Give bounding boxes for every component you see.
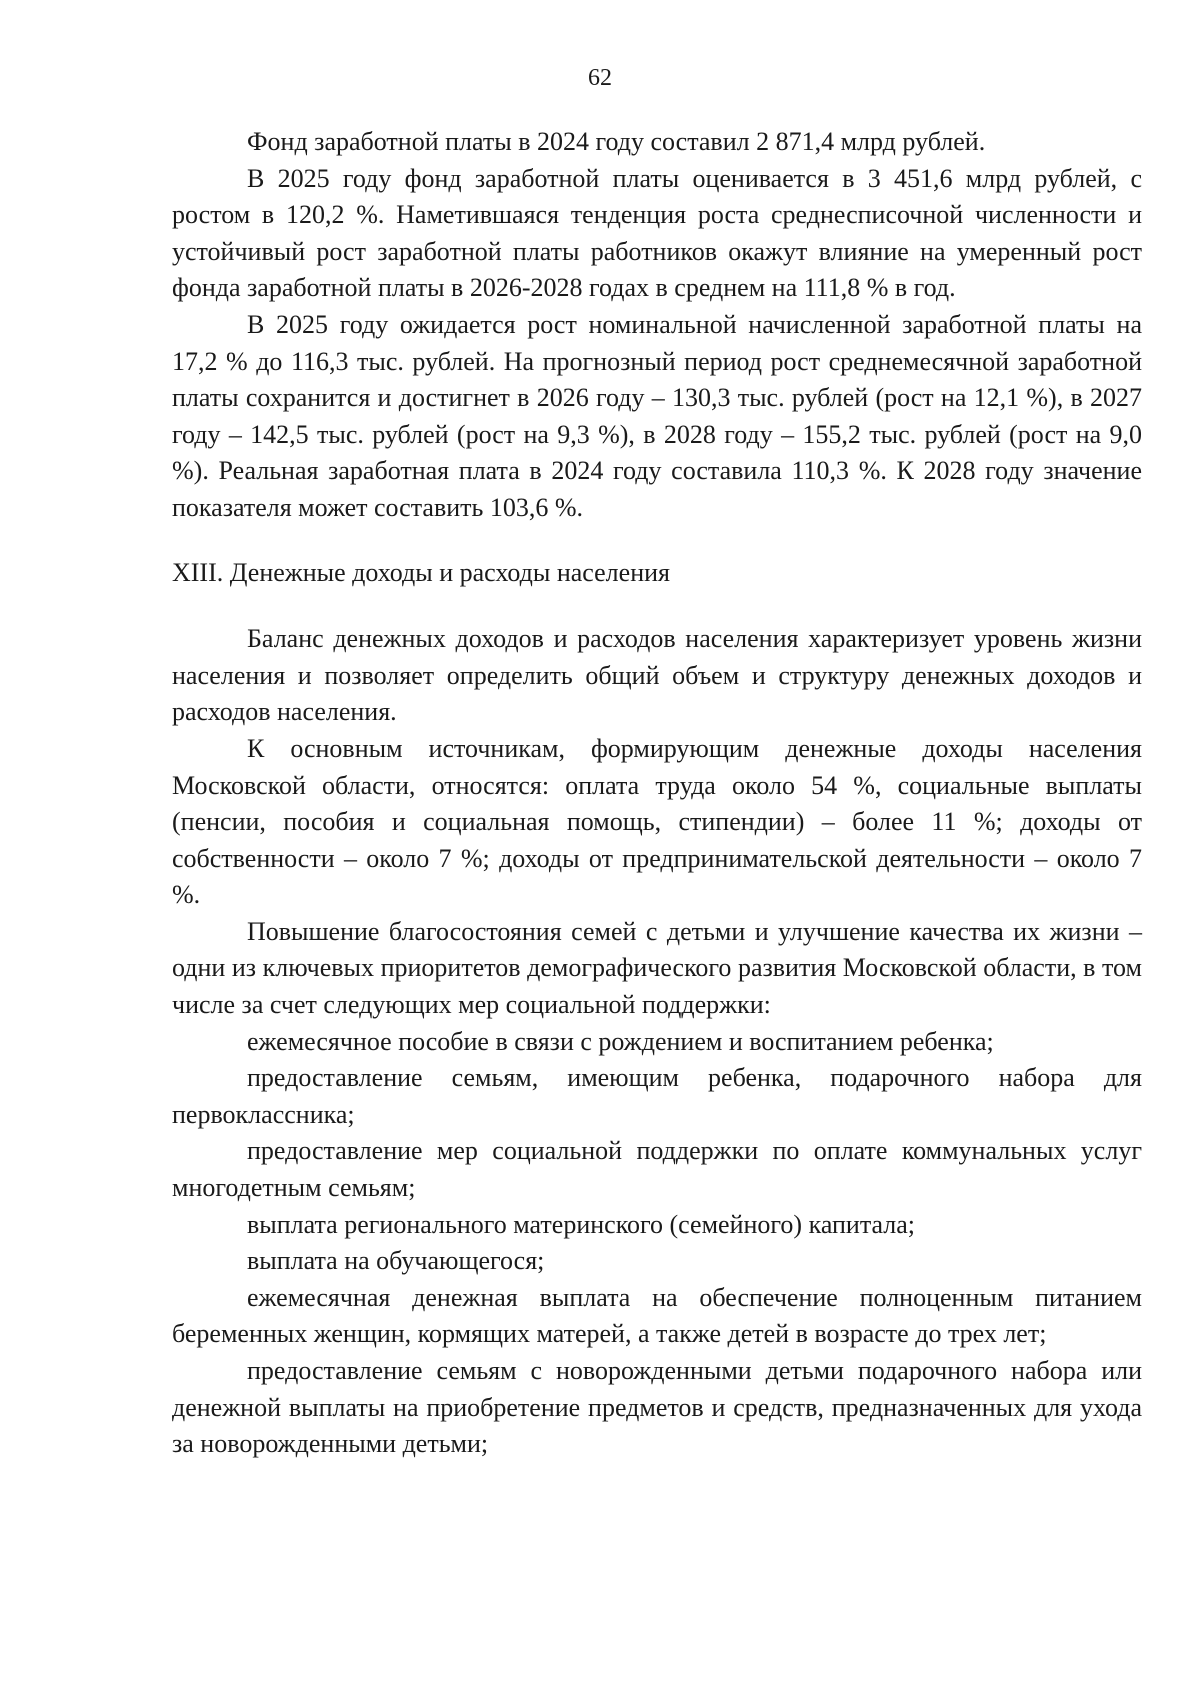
document-body — [172, 124, 1142, 1463]
paragraph-family-welfare: Повышение благосостояния семей с детьми и улучшение качества их жизни – одни из ключевых приоритетов демографического развития Московской области, в том числе за счет следующих мер социальной поддержки: — [172, 916, 1142, 1020]
list-item: выплата на обучающегося; — [247, 1246, 545, 1276]
list-item: предоставление мер социальной поддержки по оплате коммунальных услуг многодетным семьям; — [172, 1136, 1142, 1203]
paragraph-nominal-wage: В 2025 году ожидается рост номинальной начисленной заработной платы на 17,2 % до 116,3 тыс. рублей. На прогнозный период рост среднемесячной заработной платы сохранится и достигнет в 2026 году – 130,3 тыс. рублей (рост на 12,1 %), в 2027 году – 142,5 тыс. рублей (рост на 9,3 %), в 2028 году – 155,2 тыс. рублей (рост на 9,0 %). Реальная заработная плата в 2024 году составила 110,3 %. К 2028 году значение показателя может составить 103,6 %. — [172, 309, 1142, 522]
list-item: предоставление семьям, имеющим ребенка, подарочного набора для первоклассника; — [172, 1063, 1142, 1129]
paragraph-wage-fund-2024: Фонд заработной платы в 2024 году составил 2 871,4 млрд рублей. — [247, 127, 986, 156]
list-item: ежемесячное пособие в связи с рождением и воспитанием ребенка; — [247, 1026, 994, 1056]
paragraph-wage-fund-2025: В 2025 году фонд заработной платы оценивается в 3 451,6 млрд рублей, с ростом в 120,2 %. Наметившаяся тенденция роста среднесписочной численности и устойчивый рост заработной платы работников окажут влияние на умеренный рост фонда заработной платы в 2026-2028 годах в среднем на 111,8 % в год. — [172, 163, 1142, 303]
paragraph-income-balance: Баланс денежных доходов и расходов населения характеризует уровень жизни населения и позволяет определить общий объем и структуру денежных доходов и расходов населения. — [172, 624, 1142, 727]
section-heading: XIII. Денежные доходы и расходы населения — [172, 557, 670, 587]
paragraph-income-sources: К основным источникам, формирующим денежные доходы населения Московской области, относятся: оплата труда около 54 %, социальные выплаты (пенсии, пособия и социальная помощь, стипендии) – более 11 %; доходы от собственности – около 7 %; доходы от предпринимательской деятельности – около 7 %. — [172, 733, 1142, 910]
list-item: предоставление семьям с новорожденными детьми подарочного набора или денежной выплаты на приобретение предметов и средств, предназначенных для ухода за новорожденными детьми; — [172, 1356, 1142, 1459]
page-number: 62 — [588, 65, 612, 91]
list-item: выплата регионального материнского (семейного) капитала; — [247, 1209, 916, 1239]
list-item: ежемесячная денежная выплата на обеспечение полноценным питанием беременных женщин, кормящих матерей, а также детей в возрасте до трех лет; — [172, 1282, 1142, 1349]
